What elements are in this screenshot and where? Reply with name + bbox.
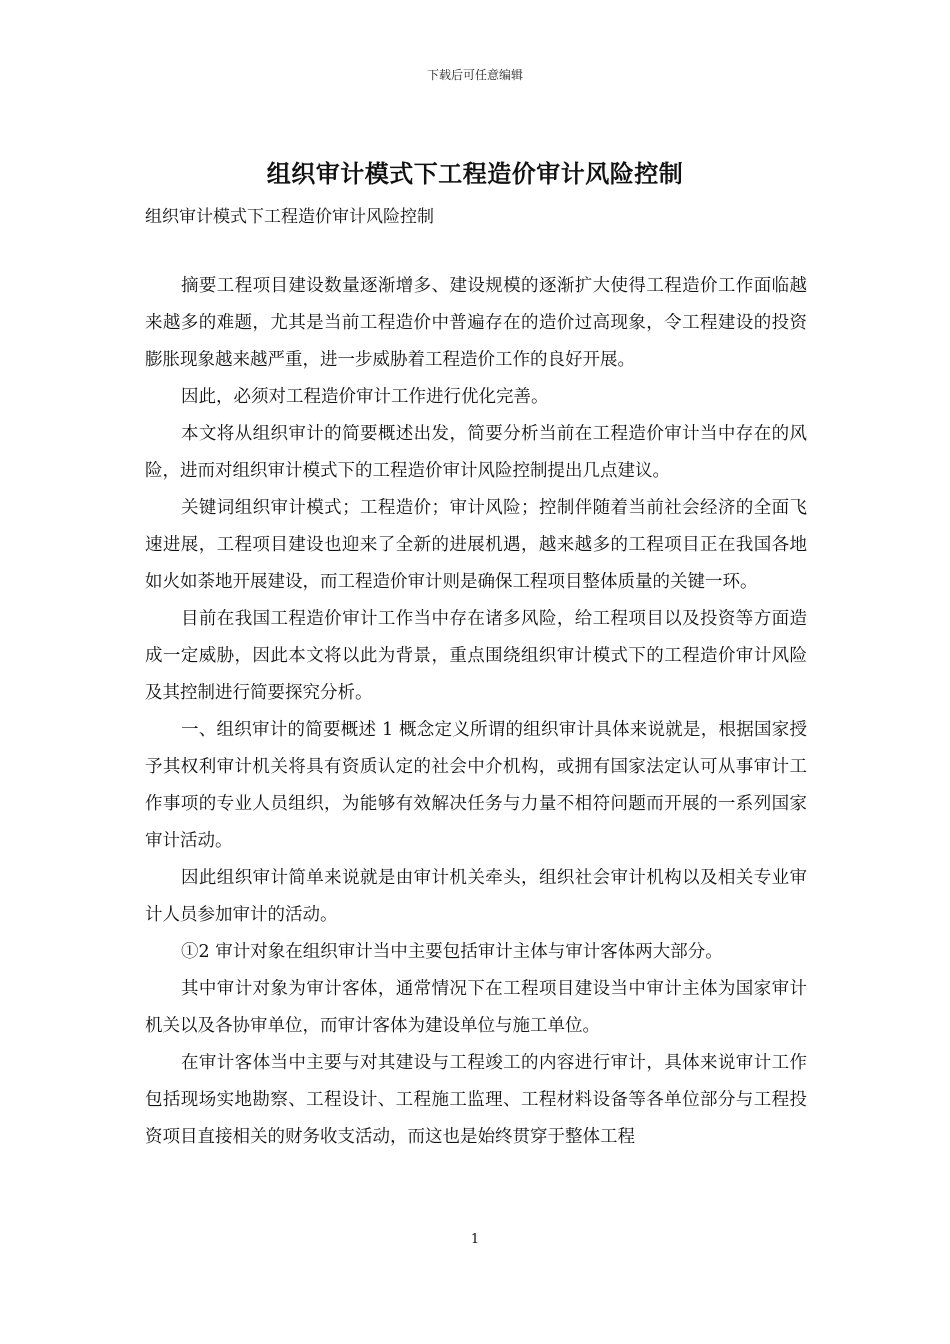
page-number: 1	[470, 1232, 480, 1247]
paragraph: 在审计客体当中主要与对其建设与工程竣工的内容进行审计，具体来说审计工作包括现场实地勘察、工程设计、工程施工监理、工程材料设备等各单位部分与工程投资项目直接相关的财务收支活动，而这也是始终贯穿于整体工程	[145, 1053, 807, 1147]
document-title: 组织审计模式下工程造价审计风险控制	[266, 160, 684, 188]
paragraph: 因此组织审计简单来说就是由审计机关牵头，组织社会审计机构以及相关专业审计人员参加审计的活动。	[145, 868, 807, 925]
paragraph: 因此，必须对工程造价审计工作进行优化完善。	[181, 387, 549, 407]
paragraph: 其中审计对象为审计客体，通常情况下在工程项目建设当中审计主体为国家审计机关以及各协审单位，而审计客体为建设单位与施工单位。	[145, 979, 807, 1036]
document-subtitle: 组织审计模式下工程造价审计风险控制	[145, 207, 434, 227]
paragraph-abstract: 摘要工程项目建设数量逐渐增多、建设规模的逐渐扩大使得工程造价工作面临越来越多的难题，尤其是当前工程造价中普遍存在的造价过高现象，令工程建设的投资膨胀现象越来越严重，进一步威胁着工程造价工作的良好开展。	[145, 276, 807, 370]
paragraph-section-1: 一、组织审计的简要概述 1 概念定义所谓的组织审计具体来说就是，根据国家授予其权利审计机关将具有资质认定的社会中介机构，或拥有国家法定认可从事审计工作事项的专业人员组织，为能够有效解决任务与力量不相符问题而开展的一系列国家审计活动。	[145, 720, 807, 851]
header-note: 下载后可任意编辑	[426, 68, 523, 82]
paragraph: ①2 审计对象在组织审计当中主要包括审计主体与审计客体两大部分。	[181, 942, 723, 962]
paragraph: 本文将从组织审计的简要概述出发，简要分析当前在工程造价审计当中存在的风险，进而对组织审计模式下的工程造价审计风险控制提出几点建议。	[145, 424, 807, 481]
paragraph: 目前在我国工程造价审计工作当中存在诸多风险，给工程项目以及投资等方面造成一定威胁，因此本文将以此为背景，重点围绕组织审计模式下的工程造价审计风险及其控制进行简要探究分析。	[145, 609, 807, 703]
paragraph-keywords: 关键词组织审计模式；工程造价；审计风险；控制伴随着当前社会经济的全面飞速进展，工程项目建设也迎来了全新的进展机遇，越来越多的工程项目正在我国各地如火如荼地开展建设，而工程造价审计则是确保工程项目整体质量的关键一环。	[145, 498, 807, 592]
body-text	[145, 268, 807, 1156]
